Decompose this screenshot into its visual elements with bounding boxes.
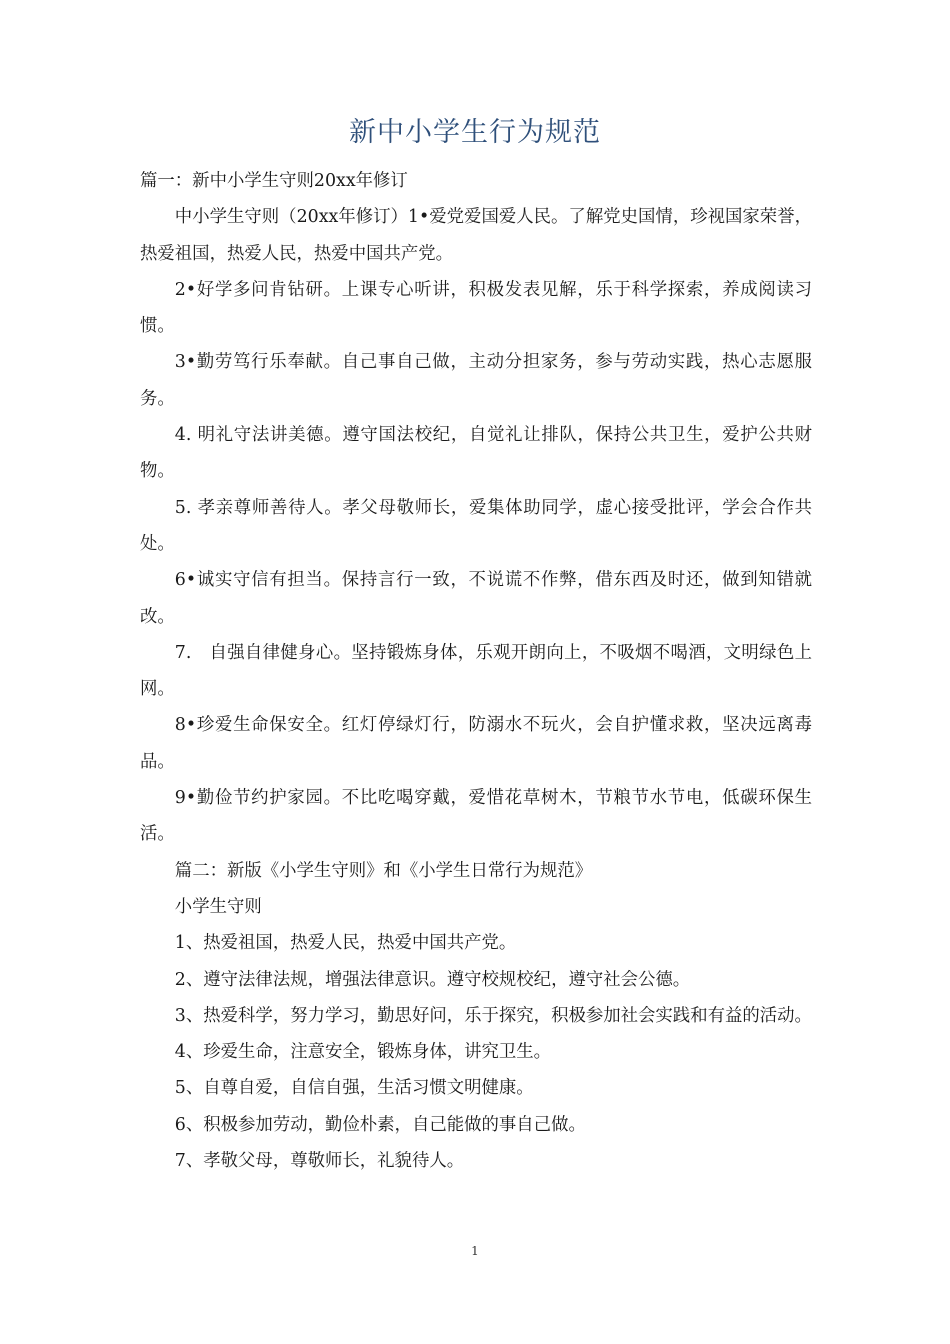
page-number: 1	[471, 1244, 479, 1258]
paragraph: 3•勤劳笃行乐奉献。自己事自己做，主动分担家务，参与劳动实践，热心志愿服务。	[140, 352, 812, 409]
paragraph: 中小学生守则（20xx年修订）1•爱党爱国爱人民。了解党史国情，珍视国家荣誉，热爱祖国，热爱人民，热爱中国共产党。	[140, 207, 812, 264]
list-item: 4、珍爱生命，注意安全，锻炼身体，讲究卫生。	[174, 1042, 552, 1063]
section-heading-1: 篇一：新中小学生守则20xx年修订	[140, 171, 408, 191]
paragraph: 5. 孝亲尊师善待人。孝父母敬师长，爱集体助同学，虚心接受批评，学会合作共处。	[140, 497, 812, 554]
document-title: 新中小学生行为规范	[349, 117, 601, 148]
list-item: 1、热爱祖国，热爱人民，热爱中国共产党。	[174, 933, 517, 954]
paragraph: 7. 自强自律健身心。坚持锻炼身体，乐观开朗向上，不吸烟不喝酒，文明绿色上网。	[140, 642, 812, 700]
paragraph: 6•诚实守信有担当。保持言行一致，不说谎不作弊，借东西及时还，做到知错就改。	[140, 570, 812, 627]
paragraph: 9•勤俭节约护家园。不比吃喝穿戴，爱惜花草树木，节粮节水节电，低碳环保生活。	[140, 788, 812, 845]
document-body	[140, 163, 812, 1179]
list-item: 5、自尊自爱，自信自强，生活习惯文明健康。	[174, 1078, 534, 1099]
subheading: 小学生守则	[174, 896, 262, 917]
list-item: 2、遵守法律法规，增强法律意识。遵守校规校纪，遵守社会公德。	[174, 969, 691, 990]
list-item: 7、孝敬父母，尊敬师长，礼貌待人。	[174, 1151, 465, 1172]
paragraph: 8•珍爱生命保安全。红灯停绿灯行，防溺水不玩火，会自护懂求救，坚决远离毒品。	[140, 715, 812, 772]
paragraph: 2•好学多问肯钻研。上课专心听讲，积极发表见解，乐于科学探索，养成阅读习惯。	[140, 279, 812, 337]
section-heading-2: 篇二：新版《小学生守则》和《小学生日常行为规范》	[174, 860, 593, 881]
paragraph: 4. 明礼守法讲美德。遵守国法校纪，自觉礼让排队，保持公共卫生，爱护公共财物。	[140, 425, 812, 482]
list-item: 3、热爱科学，努力学习，勤思好问，乐于探究，积极参加社会实践和有益的活动。	[174, 1005, 812, 1026]
list-item: 6、积极参加劳动，勤俭朴素，自己能做的事自己做。	[174, 1114, 586, 1135]
